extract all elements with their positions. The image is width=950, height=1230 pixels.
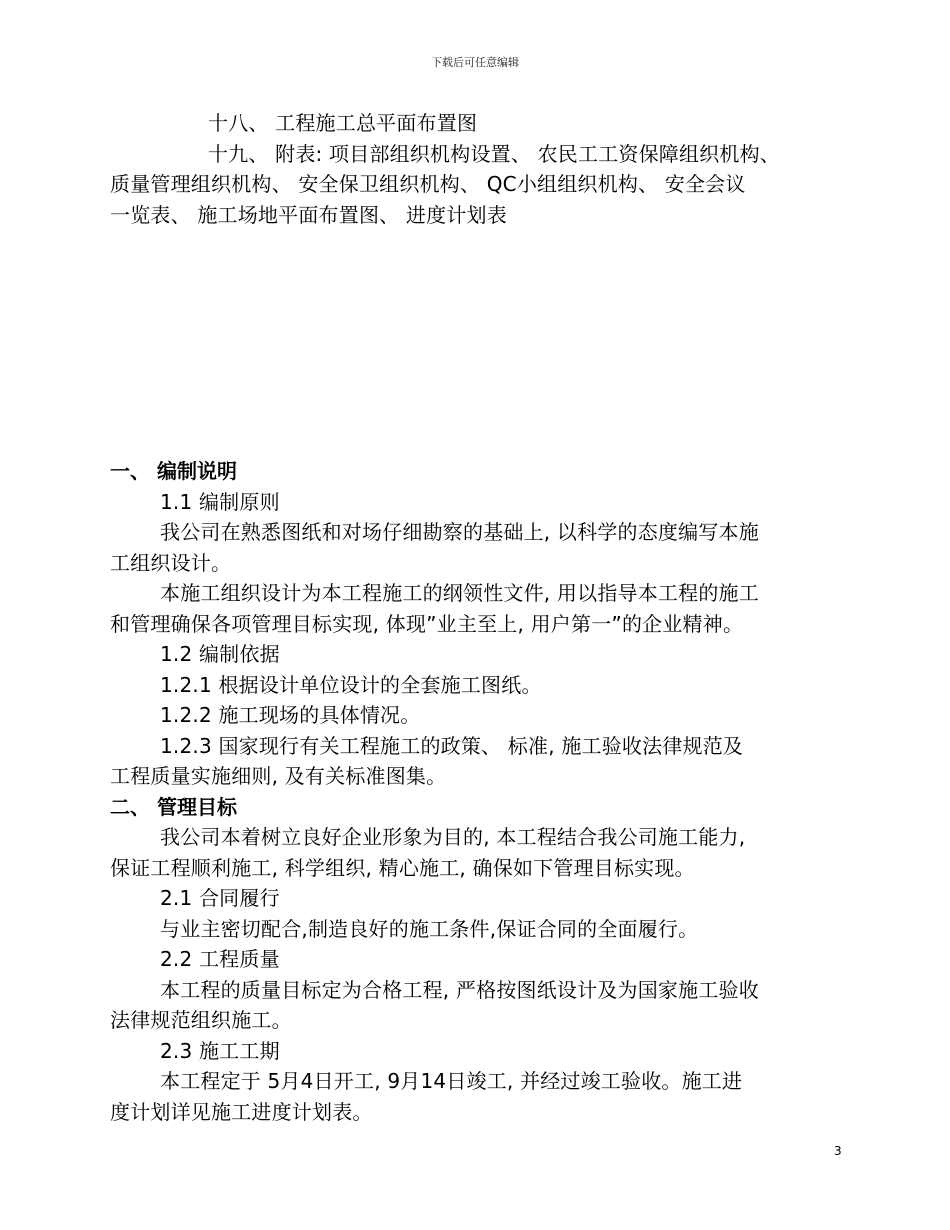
paragraph-line: 度计划详见施工进度计划表。: [110, 1099, 373, 1124]
toc-line: 十九、 附表: 项目部组织机构设置、 农民工工资保障组织机构、: [208, 141, 781, 166]
toc-line: 十八、 工程施工总平面布置图: [208, 111, 478, 135]
subsection-heading: 1.2 编制依据: [160, 642, 280, 666]
paragraph-line: 保证工程顺利施工, 科学组织, 精心施工, 确保如下管理目标实现。: [110, 855, 695, 880]
paragraph-line: 法律规范组织施工。: [110, 1008, 292, 1032]
paragraph-line: 本施工组织设计为本工程施工的纲领性文件, 用以指导本工程的施工: [160, 581, 759, 605]
subsection-heading: 1.1 编制原则: [160, 489, 280, 514]
paragraph-line: 我公司本着树立良好企业形象为目的, 本工程结合我公司施工能力,: [160, 825, 746, 849]
paragraph-line: 和管理确保各项管理目标实现, 体现”业主至上, 用户第一”的企业精神。: [110, 611, 744, 636]
blank-space: [110, 230, 845, 456]
paragraph-line: 与业主密切配合,制造良好的施工条件,保证合同的全面履行。: [160, 916, 699, 941]
paragraph-line: 本工程定于 5月4日开工, 9月14日竣工, 并经过竣工验收。施工进: [160, 1069, 743, 1093]
paragraph-line: 本工程的质量目标定为合格工程, 严格按图纸设计及为国家施工验收: [160, 977, 759, 1002]
section-heading: 一、 编制说明: [110, 459, 237, 483]
page-header: 下载后可任意编辑: [431, 56, 519, 69]
subsection-heading: 2.1 合同履行: [160, 886, 280, 910]
paragraph-line: 工组织设计。: [110, 550, 232, 575]
subsection-heading: 2.3 施工工期: [160, 1038, 280, 1063]
list-item: 1.2.2 施工现场的具体情况。: [160, 703, 421, 727]
subsection-heading: 2.2 工程质量: [160, 947, 280, 971]
list-item-continuation: 工程质量实施细则, 及有关标准图集。: [110, 764, 447, 788]
document-body: [110, 108, 845, 1127]
section-heading: 二、 管理目标: [110, 794, 237, 819]
toc-line: 一览表、 施工场地平面布置图、 进度计划表: [110, 202, 507, 227]
list-item: 1.2.3 国家现行有关工程施工的政策、 标准, 施工验收法律规范及: [160, 733, 744, 758]
paragraph-line: 我公司在熟悉图纸和对场仔细勘察的基础上, 以科学的态度编写本施: [160, 520, 759, 544]
page-number: 3: [834, 1144, 842, 1158]
list-item: 1.2.1 根据设计单位设计的全套施工图纸。: [160, 672, 542, 697]
toc-line: 质量管理组织机构、 安全保卫组织机构、 QC小组组织机构、 安全会议: [110, 172, 746, 196]
